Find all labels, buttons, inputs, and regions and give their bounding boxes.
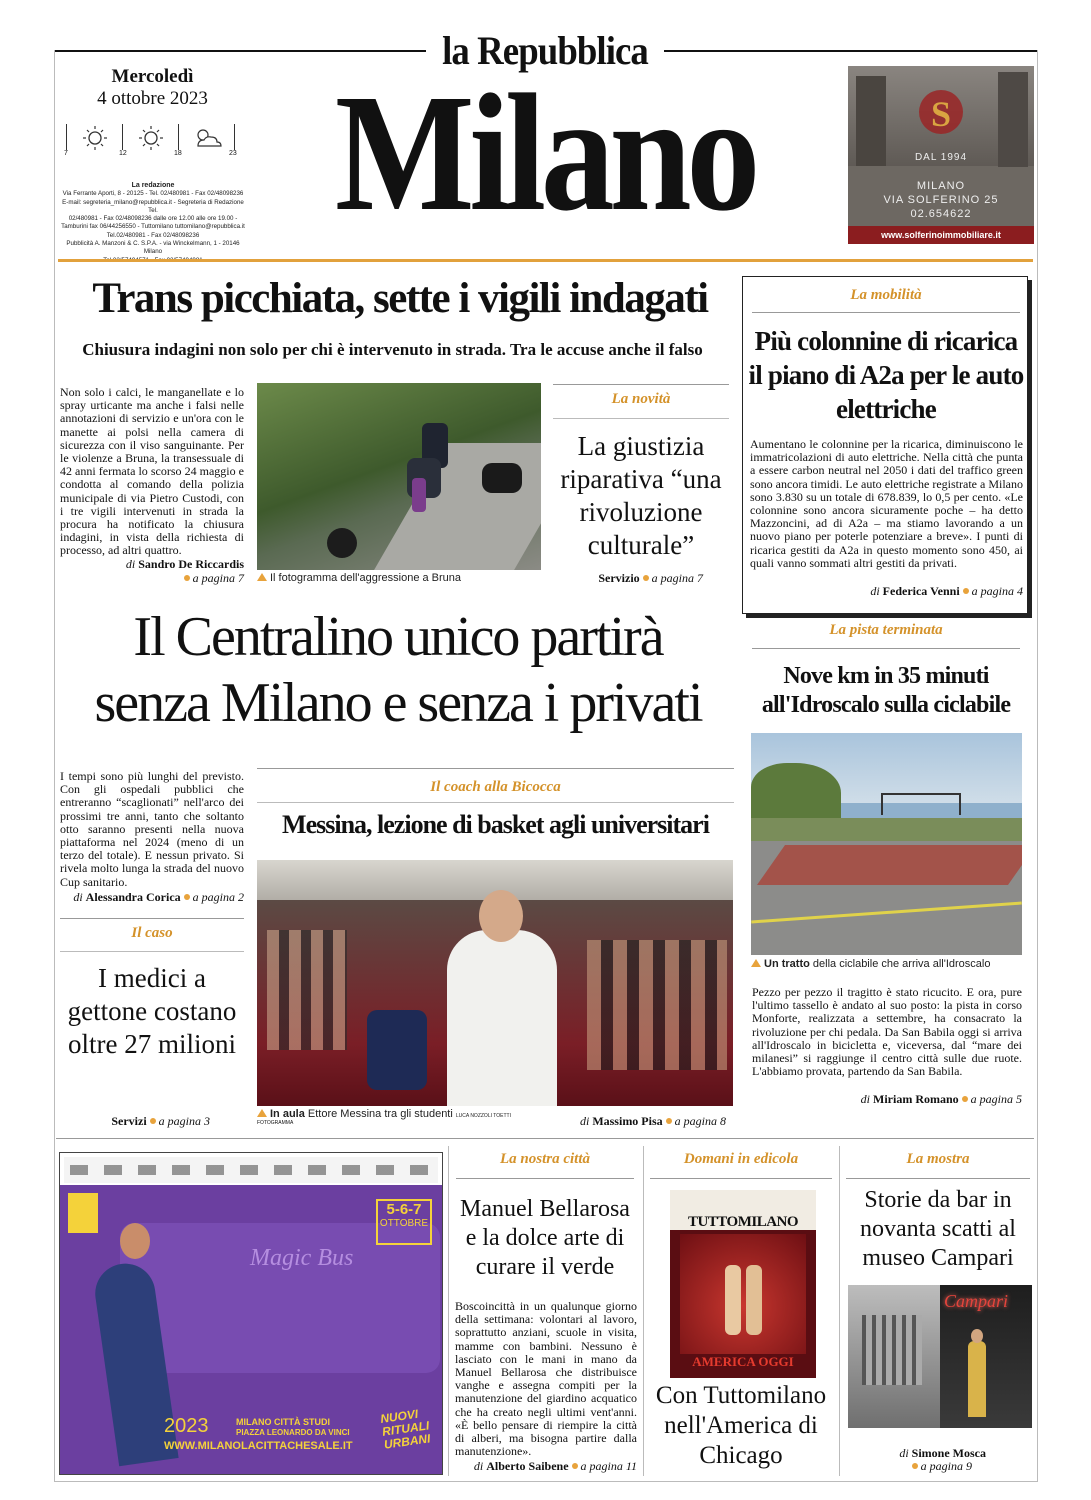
byline-prefix: di <box>73 890 83 904</box>
cover-dancer <box>725 1265 741 1335</box>
lead-headline[interactable]: Trans picchiata, sette i vigili indagati <box>92 275 708 322</box>
novita-rule <box>553 384 729 385</box>
byline-prefix: di <box>899 1446 909 1460</box>
ad-dancer-head <box>120 1223 150 1259</box>
weather-hour: 12 <box>119 150 127 157</box>
mobilita-byline[interactable] <box>750 584 1023 599</box>
byline-prefix: di <box>579 1114 590 1128</box>
caso-rule <box>60 918 244 919</box>
weather-hour: 23 <box>229 150 237 157</box>
redazione-line: 02/480981 - Fax 02/48098236 dalle ore 12.00 alle ore 19.00 - <box>68 215 238 223</box>
weather-divider <box>122 124 123 150</box>
redazione-line: E-mail: segreteria_milano@repubblica.it - Segreteria di Redazione Tel. <box>62 198 244 214</box>
photo-credit: LUCA NOZZOLI TOETTI <box>455 1113 511 1119</box>
caso-byline[interactable] <box>60 1114 210 1129</box>
svg-text:S: S <box>930 94 952 134</box>
ad-address: VIA SOLFERINO 25 <box>883 194 999 206</box>
lead-body: Non solo i calci, le manganellate e lo spray urticante ma anche i falsi nelle annotazioni di servizio e un'ora con le manette ai polsi nella camera di sicurezza con il viso sanguinante. Per le violenze a Bruna, la transessuale di 42 anni fermata lo scorso 24 maggio e condotta al comando della polizia municipale di via Pietro Custodi, con i tre vigili intervenuti in strada la procura ha notificato la chiusura indagini, in vista della richiesta di processo, ad altri quattro. <box>60 385 244 558</box>
page-ref-text: a pagina 3 <box>158 1114 210 1128</box>
page-ref-text: a pagina 9 <box>920 1459 972 1473</box>
ad-since: DAL 1994 <box>914 152 968 163</box>
byline-prefix: di <box>870 584 880 598</box>
caption-bold: In aula <box>270 1108 305 1120</box>
lead-byline <box>60 557 244 572</box>
mostra-kicker: La mostra <box>906 1151 970 1167</box>
bullet-dot <box>184 894 190 900</box>
weather-divider <box>66 124 67 150</box>
lead-photo-caption <box>257 572 547 584</box>
centralino-body: I tempi sono più lunghi del previsto. Con gli ospedali pubblici che entreranno “scaglionati” nell'arco dei prossimi tre anni, tanto che soltanto otto saranno presenti nella nuova piattaforma nel 2024 (meno di un terzo del totale). E nessun privato. Si rivela molto lunga la strada del nuovo Cup sanitario. <box>60 769 244 889</box>
weather-strip <box>62 124 247 160</box>
byline-author: Miriam Romano <box>873 1092 959 1106</box>
pista-headline[interactable]: Nove km in 35 minuti all'Idroscalo sulla ciclabile <box>761 663 1011 718</box>
headline-line: senza Milano e senza i privati <box>94 672 702 734</box>
bullet-dot <box>572 1463 578 1469</box>
caso-rule <box>60 951 244 952</box>
column-rule <box>643 1146 644 1476</box>
bullet-dot <box>963 588 969 594</box>
coach-photo-caption <box>257 1108 557 1120</box>
nostra-citta-byline[interactable] <box>455 1459 637 1474</box>
mostra-headline[interactable]: Storie da bar in novanta scatti al museo Campari <box>860 1187 1016 1271</box>
page-ref-text: a pagina 11 <box>580 1459 637 1473</box>
redazione-line: Tel.02/480981 - Fax 02/48098236 <box>106 231 200 239</box>
headline-line: Il Centralino unico partirà <box>133 606 663 668</box>
photo-bike-lane <box>757 845 1022 885</box>
caption-text: Il fotogramma dell'aggressione a Bruna <box>270 572 462 584</box>
photo-visitor <box>968 1341 986 1417</box>
bullet-dot <box>912 1463 918 1469</box>
photo-victim <box>412 478 426 512</box>
tuttomilano-cover[interactable] <box>670 1190 816 1378</box>
sun-icon <box>80 126 110 150</box>
photo-scooter <box>327 528 357 558</box>
photo-scooter <box>482 463 522 493</box>
ad-slogan: NUOVI RITUALI URBANI <box>379 1406 432 1452</box>
photo-speaker-head <box>479 890 523 942</box>
bullet-dot <box>643 575 649 581</box>
byline-prefix: di <box>860 1092 870 1106</box>
coach-kicker: Il coach alla Bicocca <box>430 779 561 795</box>
pista-byline[interactable] <box>752 1092 1022 1107</box>
coach-byline[interactable] <box>520 1114 726 1129</box>
byline-author: Alberto Saibene <box>486 1459 569 1473</box>
coach-rule <box>257 802 734 803</box>
page-ref-text: a pagina 4 <box>971 584 1023 598</box>
page-frame-bottom <box>54 1481 1038 1482</box>
novita-byline[interactable] <box>553 571 703 586</box>
redazione-line: Pubblicità A. Manzoni & C. S.P.A. - via Winckelmann, 1 - 20146 Milano <box>66 240 240 256</box>
photo-audience <box>267 930 347 1050</box>
byline-author: Sandro De Riccardis <box>138 557 244 571</box>
coach-headline[interactable]: Messina, lezione di basket agli universitari <box>282 810 709 839</box>
masthead-rule-left <box>54 50 426 52</box>
brand-logo[interactable]: la Repubblica <box>442 28 648 73</box>
byline-prefix: di <box>473 1459 484 1473</box>
caption-text: Ettore Messina tra gli studenti <box>307 1108 453 1120</box>
pista-rule <box>752 648 1020 649</box>
lead-photo[interactable] <box>257 383 541 570</box>
redazione-block <box>58 182 248 265</box>
edition-title: Milano <box>334 60 756 246</box>
bullet-dot <box>150 1118 156 1124</box>
ad-month: OTTOBRE <box>379 1218 429 1229</box>
caption-text: della ciclabile che arriva all'Idroscalo <box>812 958 991 970</box>
masthead-orange-rule <box>58 259 1033 262</box>
page-ref-text: a pagina 8 <box>674 1114 726 1128</box>
ad-phone: 02.654622 <box>910 208 972 220</box>
weather-divider <box>234 124 235 150</box>
caption-triangle-icon <box>257 573 267 581</box>
masthead-rule-right <box>664 50 1038 52</box>
ad-sponsor-bar <box>64 1157 438 1183</box>
campari-sign: Campari <box>944 1291 1009 1311</box>
novita-rule <box>553 418 729 419</box>
service-label: Servizio <box>598 571 640 585</box>
ad-solferino[interactable] <box>848 66 1034 244</box>
bullet-dot <box>184 575 190 581</box>
page-ref-text: a pagina 7 <box>651 571 703 585</box>
service-label: Servizi <box>111 1114 147 1128</box>
partly-cloudy-icon <box>190 126 224 150</box>
caso-headline[interactable]: I medici a gettone costano oltre 27 milioni <box>67 963 237 1059</box>
weather-hour: 7 <box>64 150 68 157</box>
redazione-line: Tamburini fax 06/44256550 - Tuttomilano tuttomilano@repubblica.it <box>61 223 245 231</box>
coach-rule <box>257 768 734 769</box>
novita-headline[interactable]: La giustizia riparativa “una rivoluzione culturale” <box>560 431 722 560</box>
sun-icon <box>136 126 166 150</box>
photo-jacket <box>367 1010 427 1090</box>
weather-hour: 18 <box>174 150 182 157</box>
mostra-page-ref[interactable] <box>846 1459 972 1474</box>
ad-city: MILANO <box>916 180 966 192</box>
cover-headline: AMERICA OGGI <box>692 1354 794 1369</box>
photo-fence <box>881 793 961 815</box>
weather-divider <box>178 124 179 150</box>
byline-author: Massimo Pisa <box>592 1114 663 1128</box>
mobilita-headline[interactable]: Più colonnine di ricarica il piano di A2a per le auto elettriche <box>748 326 1024 424</box>
masthead-day: Mercoledì <box>111 66 194 87</box>
photo-visitor-head <box>971 1329 983 1343</box>
nostra-citta-rule <box>456 1178 634 1179</box>
caption-bold: Un tratto <box>764 958 810 970</box>
page-frame-right <box>1037 50 1038 1482</box>
nostra-citta-body: Boscoincittà in un qualunque giorno della settimana: volontari al lavoro, soprattutto anziani, scuole in visita, mamme con bambini. Nessuno è lasciato con le mani in mano da Manuel Bellarosa che distribuisce vanghe e assegna compiti per la manutenzione del giardino acquatico che ha creato negli ultimi vent'anni. «È bello pensare di riempire la città di alberi, ma bisogna partire dalla manutenzione». <box>455 1299 637 1459</box>
mobilita-rule <box>752 312 1020 313</box>
ad-place: PIAZZA LEONARDO DA VINCI <box>236 1428 350 1437</box>
ad-year: 2023 <box>164 1415 209 1437</box>
nostra-citta-headline[interactable]: Manuel Bellarosa e la dolce arte di curare il verde <box>460 1196 630 1280</box>
byline-author: Simone Mosca <box>911 1446 986 1460</box>
photo-audience <box>587 940 727 1070</box>
redazione-title: La redazione <box>131 182 175 189</box>
bullet-dot <box>962 1096 968 1102</box>
mobilita-body: Aumentano le colonnine per la ricarica, diminuiscono le immatricolazioni di auto elettriche. Nella città che punta a essere carbon neutral nel 2050 i dati del traffico green sono ancora timidi. Le auto elettriche registrate a Milano sono 3.830 su un totale di 678.839, lo 0,5 per cento. «Le colonnine sono ancora sicuramente poche – ha detto Mazzoncini, ad di A2a – ma stiamo lavorando a un nuovo piano per poterle potenziare a breve». I punti di ricarica gestiti da A2a in questo momento sono 450, ai quali vanno sommati altri gestiti da privati. <box>750 437 1023 570</box>
mobilita-kicker: La mobilità <box>850 287 922 303</box>
ad-event: MILANO CITTÀ STUDI <box>236 1417 330 1427</box>
byline-prefix: di <box>125 557 136 571</box>
caso-kicker: Il caso <box>131 925 173 941</box>
section-separator <box>56 1138 1034 1139</box>
mostra-rule <box>846 1178 1030 1179</box>
magazine-title: TUTTOMILANO <box>687 1214 799 1230</box>
caption-triangle-icon <box>257 1109 267 1117</box>
pista-photo[interactable] <box>751 733 1022 955</box>
byline-author: Alessandra Corica <box>85 890 181 904</box>
photo-speaker <box>447 930 557 1106</box>
ad-logo-icon <box>68 1193 98 1233</box>
centralino-headline[interactable] <box>56 604 740 736</box>
ad-dates-box <box>376 1199 432 1245</box>
masthead-date: 4 ottobre 2023 <box>97 88 208 109</box>
byline-author: Federica Venni <box>882 584 960 598</box>
photo-trees <box>751 763 841 823</box>
column-rule <box>839 1146 840 1476</box>
page-ref-text: a pagina 2 <box>192 890 244 904</box>
lead-page-ref[interactable] <box>60 571 244 586</box>
ad-milano-citta-studi[interactable] <box>59 1152 443 1475</box>
photo-credit-agency: FOTOGRAMMA <box>257 1120 294 1126</box>
solferino-logo-icon <box>906 86 976 146</box>
caption-triangle-icon <box>751 959 761 967</box>
ad-dates: 5-6-7 <box>386 1201 422 1218</box>
pista-photo-caption <box>751 958 1031 970</box>
pista-kicker: La pista terminata <box>829 622 943 638</box>
domani-headline[interactable]: Con Tuttomilano nell'America di Chicago <box>655 1382 827 1469</box>
photo-bw-detail <box>862 1315 922 1385</box>
lead-subhead: Chiusura indagini non solo per chi è intervenuto in strada. Tra le accuse anche il falso <box>82 340 703 359</box>
column-rule <box>448 1146 449 1476</box>
mostra-photo[interactable] <box>848 1285 1032 1428</box>
domani-rule <box>650 1178 832 1179</box>
domani-kicker: Domani in edicola <box>683 1151 799 1167</box>
cover-stage <box>680 1234 806 1354</box>
nostra-citta-kicker: La nostra città <box>499 1151 590 1167</box>
page-frame-left <box>54 50 55 1482</box>
page-ref-text: a pagina 5 <box>970 1092 1022 1106</box>
redazione-line: Via Ferrante Aporti, 8 - 20125 - Tel. 02/480981 - Fax 02/48098236 <box>62 190 244 198</box>
sponsor-logos <box>70 1165 430 1175</box>
ad-url[interactable]: www.solferinoimmobiliare.it <box>848 226 1034 244</box>
pista-body: Pezzo per pezzo il tragitto è stato ricucito. E ora, pure l'ultimo tassello è andato al suo posto: la pista in corso Monforte, realizzata a settembre, ha consacrato la rivoluzione per chi pedala. Da San Babila oggi si arriva all'Idroscalo in bicicletta e, viceversa, dal “mare dei milanesi” si raggiunge il centro città sulle due ruote. L'abbiamo provata, partendo da San Babila. <box>752 985 1022 1079</box>
page-ref-text: a pagina 7 <box>192 571 244 585</box>
ad-url[interactable]: WWW.MILANOLACITTACHESALE.IT <box>164 1440 353 1452</box>
cover-dancer <box>746 1265 762 1335</box>
centralino-byline[interactable] <box>60 890 244 905</box>
ad-bus-text: Magic Bus <box>250 1245 354 1271</box>
novita-kicker: La novità <box>611 391 671 407</box>
bullet-dot <box>666 1118 672 1124</box>
coach-photo[interactable] <box>257 860 733 1106</box>
